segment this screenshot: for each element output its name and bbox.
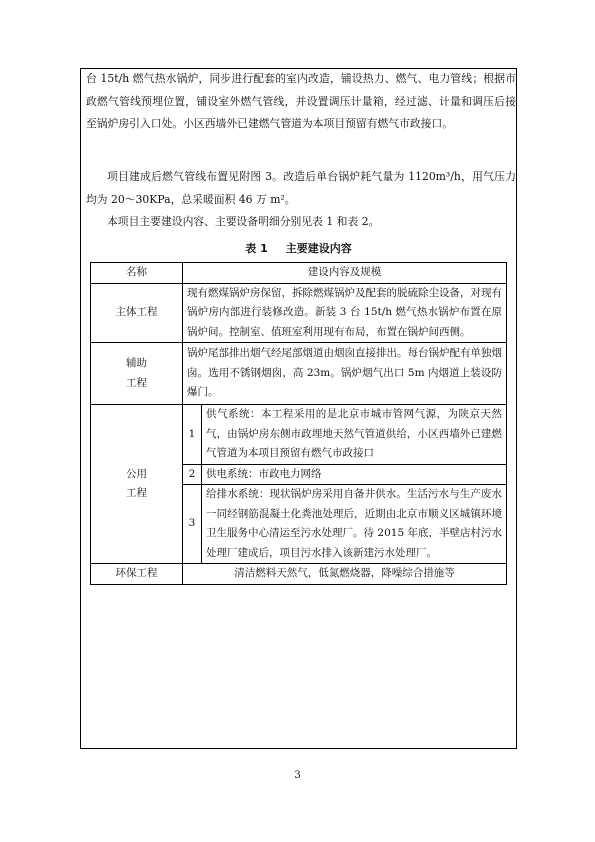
table-row-auxiliary-project xyxy=(91,343,507,405)
public-item-1-number: 1 xyxy=(183,405,202,465)
row-public-name-line1: 公用 xyxy=(126,467,147,480)
header-content-cell: 建设内容及规模 xyxy=(183,263,507,284)
row-main-content: 现有燃煤锅炉房保留，拆除燃煤锅炉及配套的脱硫除尘设备，对现有锅炉房内部进行装修改造。新装 3 台 15t/h 燃气热水锅炉布置在原锅炉间。控制室、值班室利用现有布局，布置在锅炉间西侧。 xyxy=(183,283,507,343)
row-aux-content: 锅炉尾部排出烟气经尾部烟道由烟囱直接排出。每台锅炉配有单独烟囱。选用不锈钢烟囱，高 23m。锅炉烟气出口 5m 内烟道上装设防爆门。 xyxy=(183,343,507,405)
table-caption-title: 主要建设内容 xyxy=(285,242,352,255)
row-aux-name-line1: 辅助 xyxy=(126,357,147,369)
header-name-cell: 名称 xyxy=(91,263,183,284)
page-number: 3 xyxy=(294,770,301,781)
row-env-content: 清洁燃料天然气，低氮燃烧器，降噪综合措施等 xyxy=(183,564,507,585)
row-aux-name-line2: 工程 xyxy=(126,376,147,389)
public-item-3-content: 给排水系统：现状锅炉房采用自备井供水。生活污水与生产废水一同经钢筋混凝土化粪池处理后，近期由北京市顺义区城镇环境卫生服务中心清运至污水处理厂。待 2015 年底，半壁店村污水处理厂建成后，项目污水排入该新建污水处理厂。 xyxy=(202,485,507,564)
public-item-2-content: 供电系统：市政电力网络 xyxy=(202,464,507,485)
row-main-name: 主体工程 xyxy=(91,283,183,343)
table-caption xyxy=(80,240,517,256)
construction-content-table xyxy=(90,262,507,585)
table-row-environmental-project xyxy=(91,564,507,585)
row-env-name: 环保工程 xyxy=(91,564,183,585)
public-item-3-number: 3 xyxy=(183,485,202,564)
row-public-name-line2: 工程 xyxy=(126,487,147,499)
row-aux-name xyxy=(91,343,183,405)
table-row-main-project xyxy=(91,283,507,343)
body-paragraph-2: 项目建成后燃气管线布置见附图 3。改造后单台锅炉耗气量为 1120m³/h，用气压力均为 20～30KPa，总采暖面积 46 万 m²。 xyxy=(86,170,516,206)
public-item-2-number: 2 xyxy=(183,464,202,485)
row-public-name xyxy=(91,405,183,564)
body-paragraph-1: 台 15t/h 燃气热水锅炉，同步进行配套的室内改造，铺设热力、燃气、电力管线；根据市政燃气管线预埋位置，铺设室外燃气管线，并设置调压计量箱，经过滤、计量和调压后接至锅炉房引入口处。小区西墙外已建燃气管道为本项目预留有燃气市政接口。 xyxy=(86,72,516,130)
table-row-public-1 xyxy=(91,405,507,465)
table-header-row xyxy=(91,263,507,284)
body-paragraph-3: 本项目主要建设内容、主要设备明细分别见表 1 和表 2。 xyxy=(107,215,380,228)
table-caption-number: 表 1 xyxy=(245,242,268,255)
public-item-1-content: 供气系统：本工程采用的是北京市城市管网气源，为陕京天然气，由锅炉房东侧市政埋地天然气管道供给，小区西墙外已建燃气管道为本项目预留有燃气市政接口 xyxy=(202,405,507,465)
